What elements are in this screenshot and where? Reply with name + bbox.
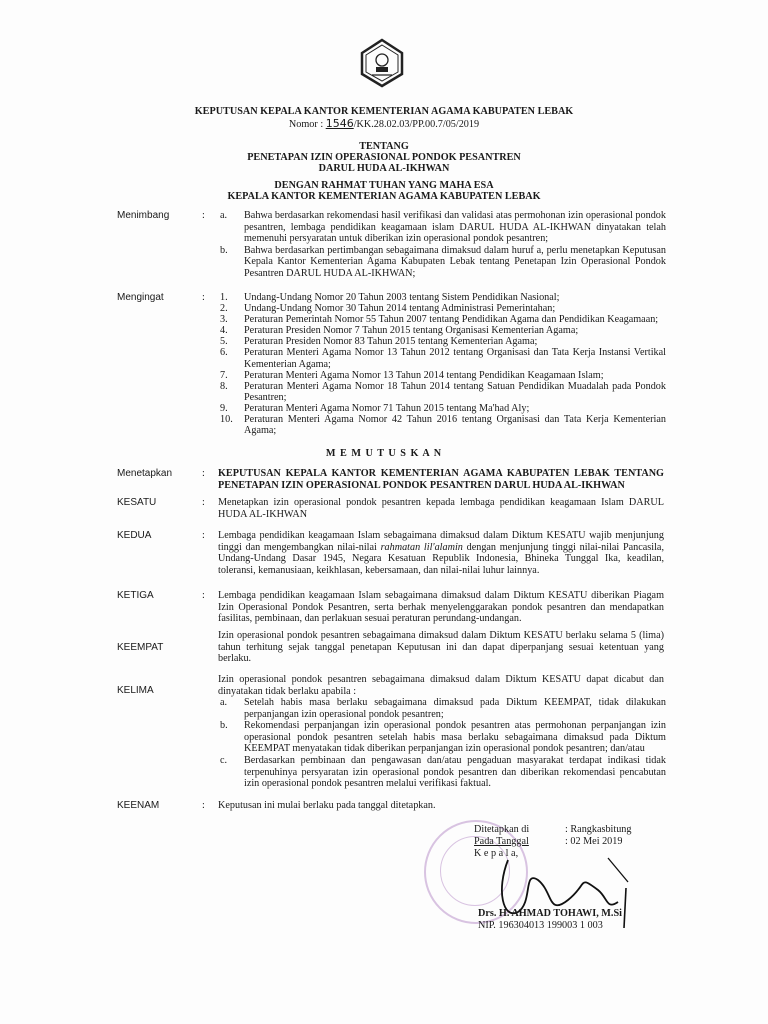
- memutuskan-heading: M E M U T U S K A N: [325, 448, 443, 459]
- kesatu-colon: :: [202, 497, 205, 508]
- kelima-label: KELIMA: [117, 685, 154, 696]
- mengingat-item: 7. Peraturan Menteri Agama Nomor 13 Tahun 2014 tentang Pendidikan Keagamaan Islam;: [220, 369, 604, 381]
- mengingat-item: 10. Peraturan Menteri Agama Nomor 42 Tahun 2016 tentang Organisasi dan Tata Kerja Kementerian Agama;: [220, 414, 666, 437]
- mengingat-item: 3. Peraturan Pemerintah Nomor 55 Tahun 2007 tentang Pendidikan Agama dan Pendidikan Keagamaan;: [220, 314, 659, 326]
- subject-line-2: DARUL HUDA AL-IKHWAN: [318, 163, 450, 174]
- kepala-label: K e p a l a,: [474, 848, 519, 859]
- ketiga-text: Lembaga pendidikan keagamaan Islam sebagaimana dimaksud dalam Diktum KESATU diberikan Piagam Izin Operasional Pondok Pesantren, serta berhak menyelenggarakan pondok pesantren dan mendapatkan fasilitas, pembinaan, dan perlakuan sesuai peraturan perundang-undangan.: [218, 590, 664, 625]
- menetapkan-colon: :: [202, 468, 205, 479]
- nomor-suffix: /KK.28.02.03/PP.00.7/05/2019: [353, 119, 480, 130]
- signatory-name: Drs. H. AHMAD TOHAWI, M.Si: [478, 908, 622, 919]
- mengingat-item: 9. Peraturan Menteri Agama Nomor 71 Tahun 2015 tentang Ma'had Aly;: [220, 402, 530, 414]
- menetapkan-label: Menetapkan: [117, 468, 173, 479]
- keenam-colon: :: [202, 800, 205, 811]
- keenam-text: Keputusan ini mulai berlaku pada tanggal ditetapkan.: [218, 800, 436, 811]
- kelima-item: b. Rekomendasi perpanjangan izin operasional pondok pesantren atas permohonan perpanjangan izin operasional pondok pesantren setelah habis masa berlaku sebagaimana dimaksud pada Diktum KEEMPAT menyatakan tidak diberikan perpanjangan izin operasional pondok pesantren; dan/atau: [220, 720, 666, 755]
- keempat-label: KEEMPAT: [117, 642, 164, 653]
- kedua-label: KEDUA: [117, 530, 152, 541]
- menimbang-list: [220, 210, 666, 280]
- kedua-colon: :: [202, 530, 205, 541]
- menimbang-label: Menimbang: [117, 210, 170, 221]
- rahmat-heading: DENGAN RAHMAT TUHAN YANG MAHA ESA: [274, 180, 494, 191]
- rahmatan-italic: rahmatan lil'alamin: [380, 541, 463, 553]
- kelima-list: [220, 697, 666, 790]
- mengingat-item: 2. Undang-Undang Nomor 30 Tahun 2014 tentang Administrasi Pemerintahan;: [220, 303, 556, 315]
- keempat-text: Izin operasional pondok pesantren sebagaimana dimaksud dalam Diktum KESATU berlaku selama 5 (lima) tahun terhitung sejak tanggal penetapan Keputusan ini dan dapat diperpanjang sesuai ketentuan yang berlaku.: [218, 630, 664, 665]
- menimbang-item: b. Bahwa berdasarkan pertimbangan sebagaimana dimaksud dalam huruf a, perlu menetapkan Keputusan Kepala Kantor Kementerian Agama Kabupaten Lebak tentang Penetapan Izin Operasional Pondok Pesantren DARUL HUDA AL-IKHWAN;: [220, 244, 666, 279]
- decree-title: KEPUTUSAN KEPALA KANTOR KEMENTERIAN AGAMA KABUPATEN LEBAK: [194, 106, 574, 117]
- ketiga-colon: :: [202, 590, 205, 601]
- subject-line-1: PENETAPAN IZIN OPERASIONAL PONDOK PESANTREN: [247, 152, 521, 163]
- decree-number: [0, 118, 768, 131]
- ministry-emblem-icon: [357, 38, 407, 88]
- kelima-item: c. Berdasarkan pembinaan dan pengawasan dan/atau pengaduan masyarakat terdapat indikasi tidak terpenuhinya persyaratan izin operasional pondok pesantren dan diberikan rekomendasi pencabutan izin operasional pondok pesantren melalui verifikasi faktual.: [220, 754, 666, 790]
- mengingat-item: 1. Undang-Undang Nomor 20 Tahun 2003 tentang Sistem Pendidikan Nasional;: [220, 292, 560, 303]
- keenam-label: KEENAM: [117, 800, 160, 811]
- mengingat-item: 5. Peraturan Presiden Nomor 83 Tahun 2015 tentang Kementerian Agama;: [220, 336, 538, 348]
- mengingat-label: Mengingat: [117, 292, 164, 303]
- kesatu-label: KESATU: [117, 497, 157, 508]
- kelima-item: a. Setelah habis masa berlaku sebagaimana dimaksud pada Diktum KEEMPAT, tidak dilakukan perpanjangan izin operasional pondok pesantren;: [220, 697, 666, 720]
- mengingat-colon: :: [202, 292, 205, 303]
- mengingat-item: 4. Peraturan Presiden Nomor 7 Tahun 2015 tentang Organisasi Kementerian Agama;: [220, 325, 579, 337]
- nomor-handwritten: 1546: [325, 117, 354, 130]
- kelima-intro: Izin operasional pondok pesantren sebagaimana dimaksud dalam Diktum KESATU dapat dicabut dan dinyatakan tidak berlaku apabila :: [218, 674, 664, 697]
- kesatu-text: Menetapkan izin operasional pondok pesantren kepada lembaga pendidikan keagamaan Islam DARUL HUDA AL-IKHWAN: [218, 497, 664, 520]
- tanggal-label: Pada Tanggal: [474, 836, 529, 847]
- menimbang-item: a. Bahwa berdasarkan rekomendasi hasil verifikasi dan validasi atas permohonan izin operasional pondok pesantren, lembaga pendidikan keagamaan islam DARUL HUDA AL-IKHWAN dinyatakan telah memenuhi persyaratan untuk diberikan izin operasional pondok pesantren;: [220, 210, 666, 245]
- tanggal-value: : 02 Mei 2019: [565, 836, 623, 847]
- nomor-label: Nomor :: [288, 119, 324, 130]
- ditetapkan-label: Ditetapkan di: [474, 824, 530, 835]
- mengingat-item: 6. Peraturan Menteri Agama Nomor 13 Tahun 2012 tentang Organisasi dan Tata Kerja Instansi Vertikal Kementerian Agama;: [220, 347, 666, 370]
- menetapkan-text: KEPUTUSAN KEPALA KANTOR KEMENTERIAN AGAMA KABUPATEN LEBAK TENTANG PENETAPAN IZIN OPERASIONAL PONDOK PESANTREN DARUL HUDA AL-IKHWAN: [218, 468, 664, 491]
- mengingat-list: [220, 292, 666, 436]
- mengingat-item: 8. Peraturan Menteri Agama Nomor 18 Tahun 2014 tentang Satuan Pendidikan Muadalah pada Pondok Pesantren;: [220, 380, 666, 403]
- kedua-text: Lembaga pendidikan keagamaan Islam sebagaimana dimaksud dalam Diktum KESATU wajib menjunjung tinggi dan mengembangkan nilai-nilai rahmatan lil'alamin dengan menjunjung tinggi nilai-nilai Pancasila, Undang-Undang Dasar 1945, Negara Kesatuan Republik Indonesia, Bhineka Tunggal Ika, keadilan, toleransi, kemanusiaan, keikhlasan, kebersamaan, dan nilai-nilai luhur lainnya.: [218, 530, 664, 576]
- ketiga-label: KETIGA: [117, 590, 154, 601]
- ditetapkan-value: : Rangkasbitung: [565, 824, 632, 835]
- official-heading: KEPALA KANTOR KEMENTERIAN AGAMA KABUPATEN LEBAK: [227, 191, 541, 202]
- signatory-nip: NIP. 196304013 199003 1 003: [478, 920, 603, 931]
- tentang-heading: TENTANG: [359, 141, 409, 152]
- menimbang-colon: :: [202, 210, 205, 221]
